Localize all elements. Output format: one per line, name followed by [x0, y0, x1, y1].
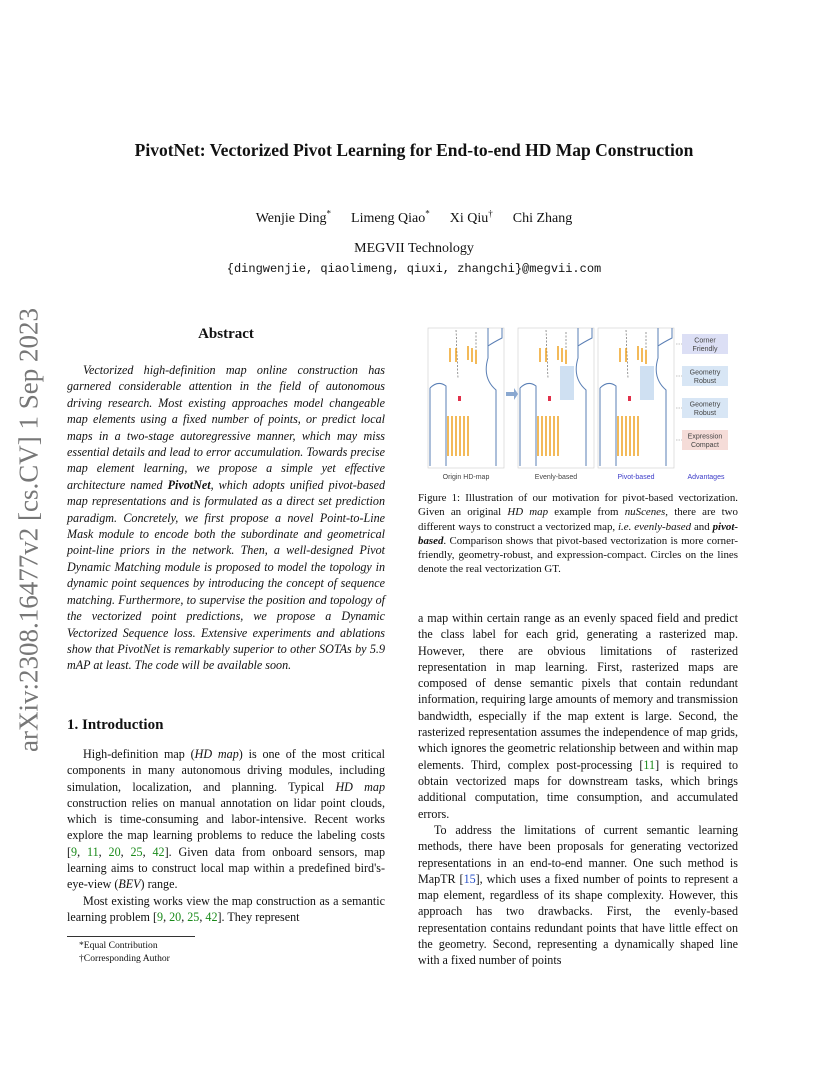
figure-1 [420, 322, 738, 484]
intro-paragraph-2: Most existing works view the map construction as a semantic learning problem [9, 20, 25, 42]. They represent [67, 894, 385, 925]
author-name: Wenjie Ding* [255, 208, 332, 226]
panel-frame [598, 328, 674, 468]
abstract-body: Vectorized high-definition map online construction has garnered considerable attention in the field of autonomous driving research. Most existing approaches model changeable map elements using a fixed number of points, or predict local maps in a two-stage autoregressive manner, which may miss essential details and lead to error accumulation. Towards precise map element learning, we propose a simple yet effective architecture named PivotNet, which adopts unified pivot-based map representations and is formulated as a direct set prediction paradigm. Concretely, we first propose a novel Point-to-Line Mask module to encode both the subordinate and geometrical point-line priors in the network. Then, a well-designed Pivot Dynamic Matching module is proposed to model the topology in dynamic point sequences by introducing the concept of sequence matching. Furthermore, to supervise the position and topology of the vectorized point predictions, we propose a Dynamic Vectorized Sequence loss. Extensive experiments and ablations show that PivotNet is remarkably superior to other SOTAs by 5.9 mAP at least. The code will be available soon. [67, 363, 385, 673]
panel-label: Origin HD-map [442, 474, 490, 481]
figure-panel [428, 328, 504, 481]
author-name: Xi Qiu† [449, 208, 493, 226]
intro-paragraph-1: High-definition map (HD map) is one of the most critical components in many autonomous driving modules, including simulation, localization, and planning. Typical HD map construction relies on manual annotation on lidar point clouds, which is time-consuming and labor-intensive. Recent works explore the map learning problems to reduce the labeling costs [9, 11, 20, 25, 42]. Given data from onboard sensors, map learning aims to construct local map within a predefined bird's-eye-view (BEV) range. [67, 747, 386, 892]
abstract-heading: Abstract [198, 326, 254, 342]
advantage-line-1: Geometry [689, 369, 721, 377]
advantage-line-1: Corner [694, 337, 716, 345]
paper-title: PivotNet: Vectorized Pivot Learning for End-to-end HD Map Construction [134, 140, 694, 160]
author-name: Limeng Qiao* [351, 208, 430, 226]
ego-vehicle-marker [458, 396, 461, 401]
figure-caption: Figure 1: Illustration of our motivation for pivot-based vectorization. Given an original HD map example from nuScenes, there are two different ways to construct a vectorized map, i.e. evenly-based and pivot-based. Comparison shows that pivot-based vectorization is more corner-friendly, geometry-robust, and expression-compact. Circles on the lines denote the real vectorization GT. [418, 492, 739, 576]
affiliation: MEGVII Technology [354, 241, 474, 256]
advantage-line-1: Geometry [689, 401, 721, 409]
ego-vehicle-marker [628, 396, 631, 401]
footnotes [67, 939, 385, 965]
advantage-line-2: Friendly [692, 346, 718, 353]
advantage-line-1: Expression [687, 433, 723, 441]
footnote-rule [67, 936, 195, 937]
figure-panel [598, 328, 674, 481]
advantage-tag [676, 334, 728, 354]
ego-vehicle-marker [548, 396, 551, 401]
advantage-line-2: Compact [690, 442, 720, 449]
panel-label: Evenly-based [534, 474, 578, 481]
panel-frame [428, 328, 504, 468]
panel-label: Pivot-based [617, 474, 655, 481]
author-list [0, 208, 828, 227]
method-name: PivotNet [167, 477, 211, 492]
advantage-line-2: Robust [693, 410, 717, 417]
footnote-equal: *Equal Contribution [79, 940, 158, 951]
author-name: Chi Zhang [512, 210, 573, 226]
intro-paragraph-3: a map within certain range as an evenly spaced field and predict the class label for each grid, generating a rasterized map. However, there are obvious limitations of rasterized representation in map learning. First, rasterized maps are composed of dense semantic pixels that contain redundant information, requiring large amounts of memory and transmission bandwidth, especially if the map extent is large. Second, the rasterized representation assumes the independence of map grids, which ignores the geometric relationship between and within map elements. Third, complex post-processing [11] is required to obtain vectorized maps for downstream tasks, which brings additional computation, time consumption, and accumulated errors. [418, 611, 738, 821]
figure-panel [518, 328, 594, 481]
highlight-region [640, 366, 654, 400]
author-emails: {dingwenjie, qiaolimeng, qiuxi, zhangchi}@megvii.com [226, 262, 602, 276]
footnote-corresponding: †Corresponding Author [79, 953, 170, 964]
advantage-line-2: Robust [693, 378, 717, 385]
intro-paragraph-4: To address the limitations of current semantic learning methods, there have been proposals for generating vectorized representations in an end-to-end manner. One such method is MapTR [15], which uses a fixed number of points to represent a map element, regardless of its shape complexity. However, this approach has two drawbacks. First, the evenly-based representation contains redundant points that have little effect on the geometry. Second, representing a dynamically shaped line with a fixed number of points [418, 823, 738, 968]
panel-frame [518, 328, 594, 468]
advantage-tag [676, 366, 728, 386]
advantages-label: Advantages [687, 474, 725, 481]
advantage-tag [676, 430, 728, 450]
section-heading-introduction: 1. Introduction [67, 717, 164, 733]
arrow-icon [506, 388, 518, 400]
advantage-tag [676, 398, 728, 418]
arxiv-side-label: arXiv:2308.16477v2 [cs.CV] 1 Sep 2023 [13, 308, 44, 752]
highlight-region [560, 366, 574, 400]
